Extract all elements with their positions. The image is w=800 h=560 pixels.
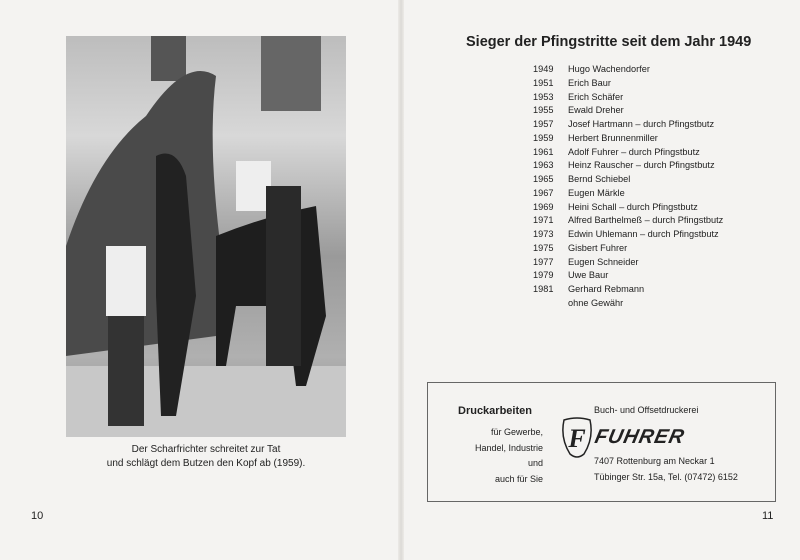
winner-row [533, 78, 723, 92]
ad-services [475, 425, 543, 487]
winner-name: Bernd Schiebel [568, 174, 631, 184]
winner-year: 1979 [533, 270, 554, 281]
winner-year: 1981 [533, 284, 554, 294]
winner-row [533, 160, 723, 174]
winner-row [533, 229, 723, 243]
winner-name: Hugo Wachendorfer [568, 64, 650, 74]
ad-brand: FUHRER [592, 426, 687, 448]
ad-contact-line: Tübinger Str. 15a, Tel. (07472) 6152 [594, 471, 738, 482]
winner-year: 1969 [533, 201, 554, 212]
ad-heading: Druckarbeiten [458, 405, 532, 417]
ad-line: auch für Sie [494, 473, 543, 484]
winner-row [533, 243, 723, 257]
winner-year: 1963 [533, 160, 554, 171]
winner-row [533, 64, 723, 78]
winner-year: 1957 [533, 119, 554, 129]
winner-row [533, 105, 723, 119]
winner-year: 1977 [533, 256, 554, 267]
winner-year: 1965 [533, 174, 554, 184]
caption-line: und schlägt dem Butzen den Kopf ab (1959). [106, 458, 306, 469]
winner-name: Edwin Uhlemann – durch Pfingstbutz [568, 229, 719, 239]
winner-name: Uwe Baur [568, 270, 609, 281]
winner-row [533, 174, 723, 188]
fuhrer-logo-icon [560, 416, 594, 460]
winner-year: 1975 [533, 242, 554, 253]
winner-name: Heini Schall – durch Pfingstbutz [568, 201, 698, 212]
winner-name: Ewald Dreher [568, 105, 624, 116]
winner-name: Gisbert Fuhrer [568, 242, 628, 253]
svg-text:F: F [568, 424, 586, 453]
ad-address [594, 454, 738, 485]
photo-caption [66, 443, 346, 471]
ad-address-line: 7407 Rottenburg am Neckar 1 [594, 456, 715, 466]
disclaimer-text: ohne Gewähr [568, 297, 624, 308]
winner-row [533, 147, 723, 161]
winner-row [533, 188, 723, 202]
winners-list [533, 64, 723, 312]
winner-row [533, 215, 723, 229]
winner-row [533, 202, 723, 216]
page-title: Sieger der Pfingstritte seit dem Jahr 1949 [466, 34, 752, 50]
winner-year: 1953 [533, 91, 554, 102]
disclaimer [533, 298, 723, 312]
winner-row [533, 92, 723, 106]
winner-name: Eugen Schneider [568, 256, 639, 267]
winner-name: Josef Hartmann – durch Pfingstbutz [568, 119, 715, 129]
page-number-left: 10 [31, 510, 44, 522]
winner-year: 1949 [533, 64, 554, 74]
winner-row [533, 133, 723, 147]
winner-name: Adolf Fuhrer – durch Pfingstbutz [568, 146, 700, 157]
ad-subtitle: Buch- und Offsetdruckerei [594, 405, 699, 415]
page-fold [398, 0, 404, 560]
ad-line: und [527, 458, 543, 468]
winner-year: 1971 [533, 215, 554, 226]
winner-name: Herbert Brunnenmiller [568, 132, 658, 143]
advertisement-box [427, 382, 776, 502]
winner-year: 1959 [533, 132, 554, 143]
ad-line: für Gewerbe, [490, 427, 543, 437]
winner-year: 1973 [533, 229, 554, 239]
ad-line: Handel, Industrie [474, 442, 543, 453]
winner-name: Heinz Rauscher – durch Pfingstbutz [568, 160, 715, 171]
winner-name: Eugen Märkle [568, 187, 625, 198]
winner-year: 1955 [533, 105, 554, 116]
winner-year: 1967 [533, 187, 554, 198]
winner-name: Alfred Barthelmeß – durch Pfingstbutz [568, 215, 724, 226]
winner-row [533, 119, 723, 133]
winner-row [533, 270, 723, 284]
winner-row [533, 284, 723, 298]
historic-photo [66, 36, 346, 437]
winner-year: 1961 [533, 146, 554, 157]
winner-year: 1951 [533, 77, 554, 88]
caption-line: Der Scharfrichter schreitet zur Tat [131, 444, 281, 455]
winner-name: Erich Schäfer [568, 91, 624, 102]
winner-name: Erich Baur [568, 77, 611, 88]
winner-name: Gerhard Rebmann [568, 284, 645, 294]
page-number-right: 11 [762, 510, 774, 522]
winner-row [533, 257, 723, 271]
